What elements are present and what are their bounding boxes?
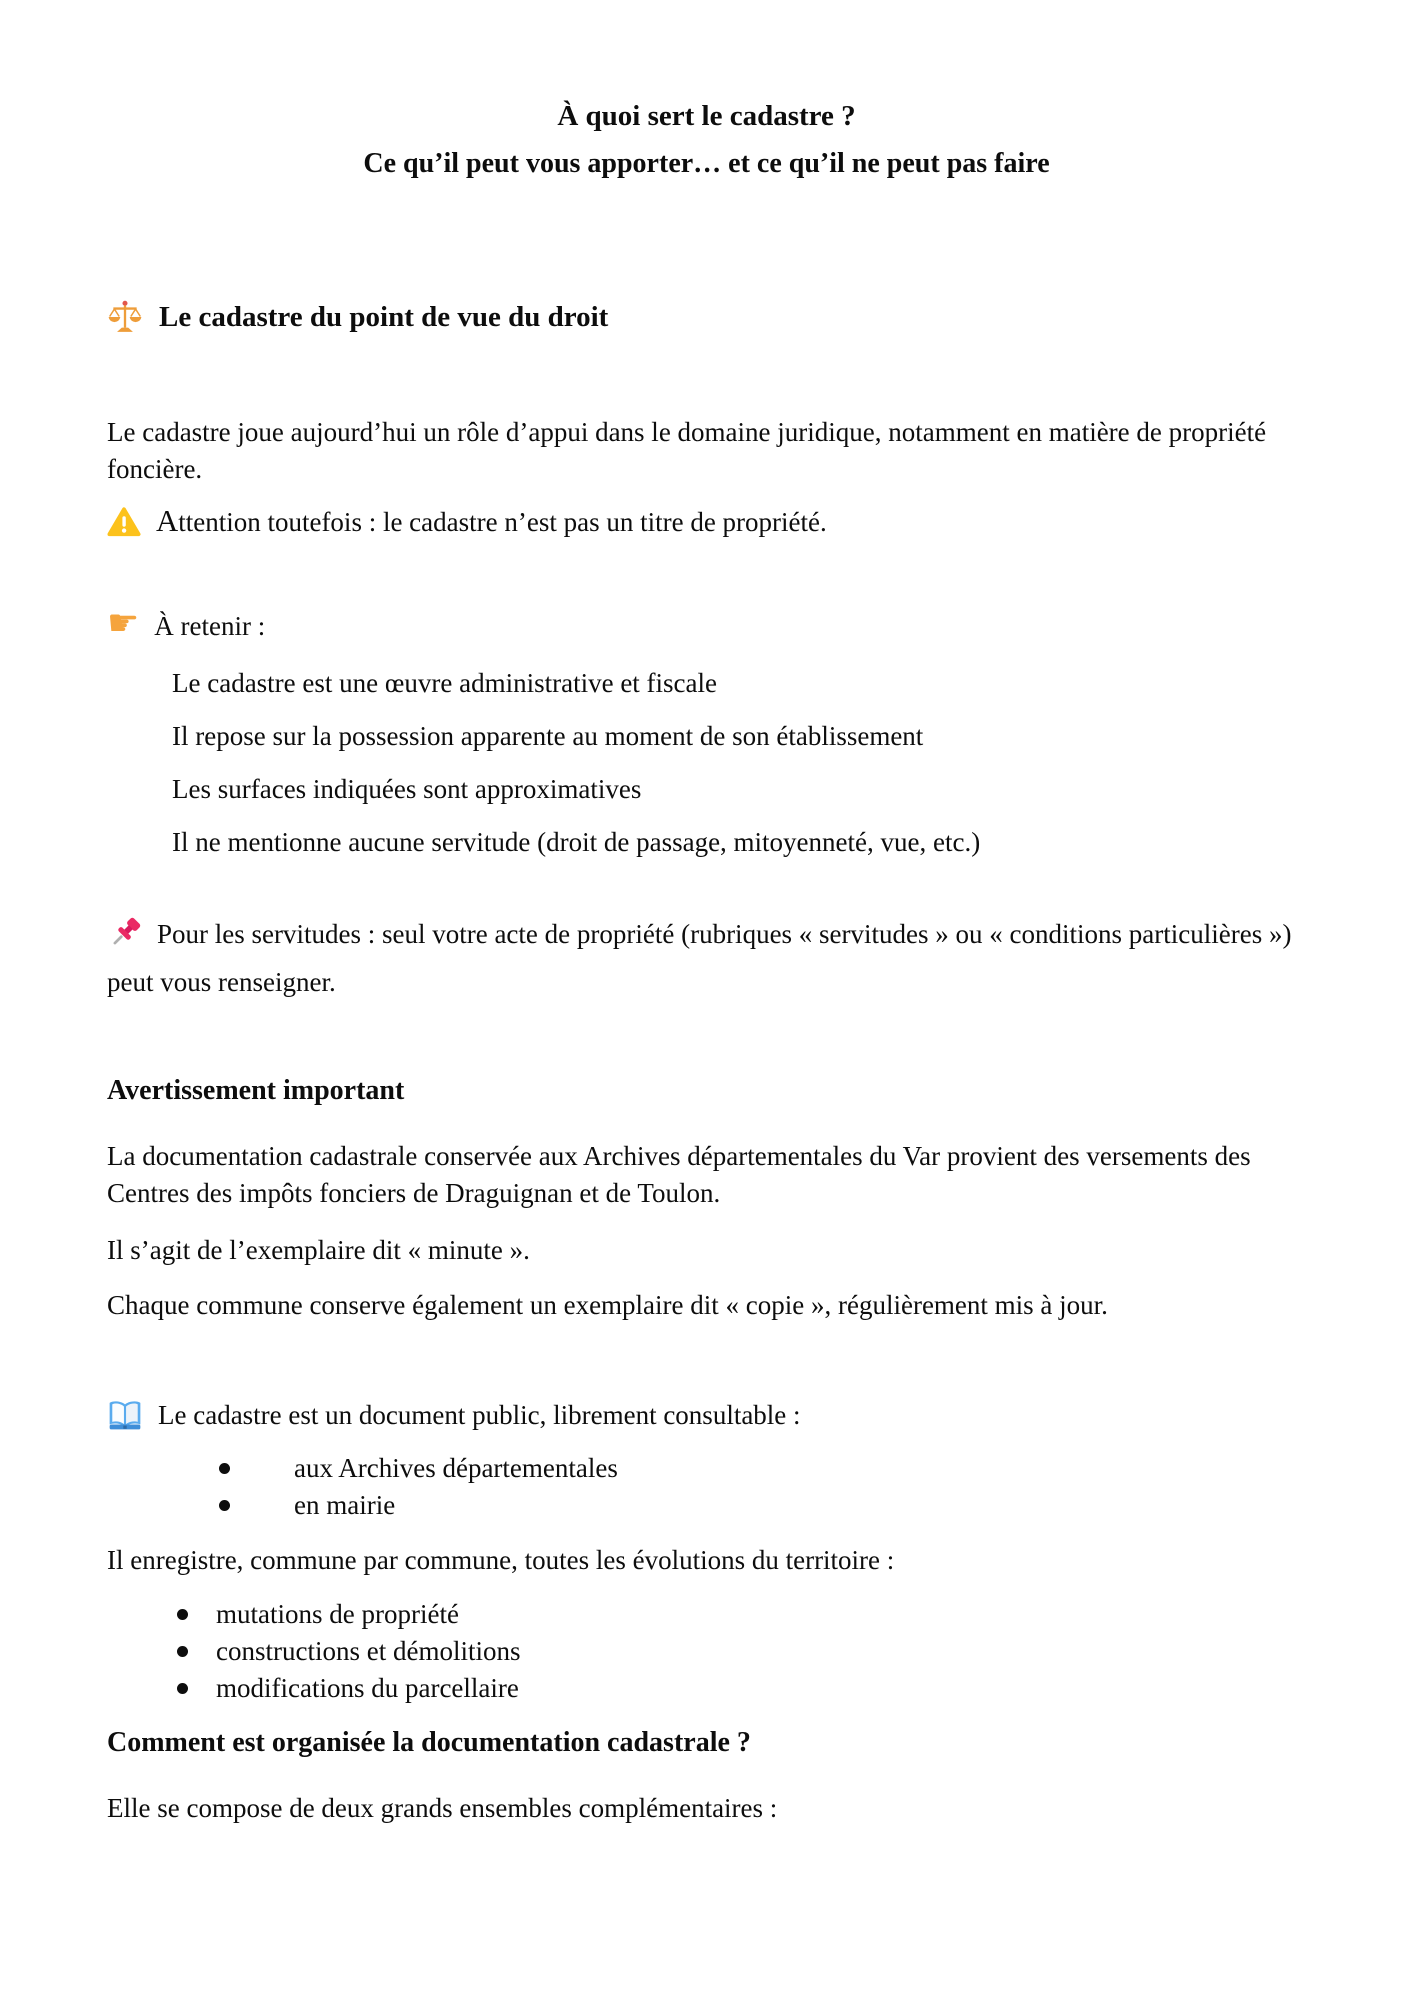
- section-heading-law: [107, 296, 1306, 338]
- bullet-icon: [219, 1463, 230, 1474]
- warning-icon: [107, 506, 141, 537]
- paragraph-ensembles: Elle se compose de deux grands ensembles complémentaires :: [107, 1793, 778, 1823]
- list-item-constructions: [107, 1633, 1306, 1670]
- pin-note: [107, 913, 1306, 1002]
- section-heading-law-label: Le cadastre du point de vue du droit: [159, 301, 609, 333]
- paragraph-copie: Chaque commune conserve également un exemplaire dit « copie », régulièrement mis à jour.: [107, 1290, 1108, 1320]
- retenir-heading: [107, 603, 1306, 645]
- list-item-text: aux Archives départementales: [294, 1453, 618, 1483]
- retenir-label: À retenir :: [154, 611, 266, 641]
- retenir-item: Il repose sur la possession apparente au moment de son établissement: [172, 721, 924, 751]
- list-item-archives: [107, 1450, 1306, 1487]
- paragraph-enregistre: Il enregistre, commune par commune, toutes les évolutions du territoire :: [107, 1545, 895, 1575]
- page-title: À quoi sert le cadastre ?: [557, 100, 856, 132]
- pin-note-text: Pour les servitudes : seul votre acte de propriété (rubriques « servitudes » ou « conditions particulières ») peut vous renseigner.: [107, 919, 1292, 997]
- list-item-modifications: [107, 1670, 1306, 1707]
- warning-text: Attention toutefois : le cadastre n’est pas un titre de propriété.: [156, 504, 827, 538]
- list-item-mutations: [107, 1596, 1306, 1633]
- bullet-icon: [177, 1609, 188, 1620]
- list-item-mairie: [107, 1487, 1306, 1524]
- list-item-text: en mairie: [294, 1490, 396, 1520]
- bullet-icon: [219, 1500, 230, 1511]
- list-item-text: modifications du parcellaire: [216, 1673, 519, 1703]
- retenir-item: Les surfaces indiquées sont approximatives: [172, 774, 642, 804]
- retenir-list: [107, 665, 1306, 861]
- public-lead: [107, 1396, 1306, 1434]
- pushpin-icon: [107, 913, 145, 962]
- bullet-icon: [177, 1683, 188, 1694]
- retenir-item: Il ne mentionne aucune servitude (droit de passage, mitoyenneté, vue, etc.): [172, 827, 981, 857]
- evolutions-list: [107, 1596, 1306, 1707]
- heading-organisation: Comment est organisée la documentation cadastrale ?: [107, 1727, 751, 1758]
- bullet-icon: [177, 1646, 188, 1657]
- consultable-list: [107, 1450, 1306, 1524]
- public-lead-text: Le cadastre est un document public, librement consultable :: [158, 1400, 801, 1430]
- list-item-text: constructions et démolitions: [216, 1636, 521, 1666]
- paragraph-provenance: La documentation cadastrale conservée aux Archives départementales du Var provient des versements des Centres des impôts fonciers de Draguignan et de Toulon.: [107, 1141, 1251, 1208]
- paragraph-minute: Il s’agit de l’exemplaire dit « minute ».: [107, 1235, 530, 1265]
- scales-icon: [107, 299, 143, 335]
- open-book-icon: [107, 1399, 143, 1431]
- retenir-item: Le cadastre est une œuvre administrative et fiscale: [172, 668, 718, 698]
- list-item-text: mutations de propriété: [216, 1599, 459, 1629]
- paragraph-law-intro: Le cadastre joue aujourd’hui un rôle d’appui dans le domaine juridique, notamment en matière de propriété foncière.: [107, 417, 1267, 484]
- heading-avertissement: Avertissement important: [107, 1075, 405, 1106]
- pointing-finger-icon: ☛: [107, 603, 140, 644]
- warning-note: [107, 502, 1306, 541]
- page-subtitle: Ce qu’il peut vous apporter… et ce qu’il ne peut pas faire: [363, 148, 1050, 179]
